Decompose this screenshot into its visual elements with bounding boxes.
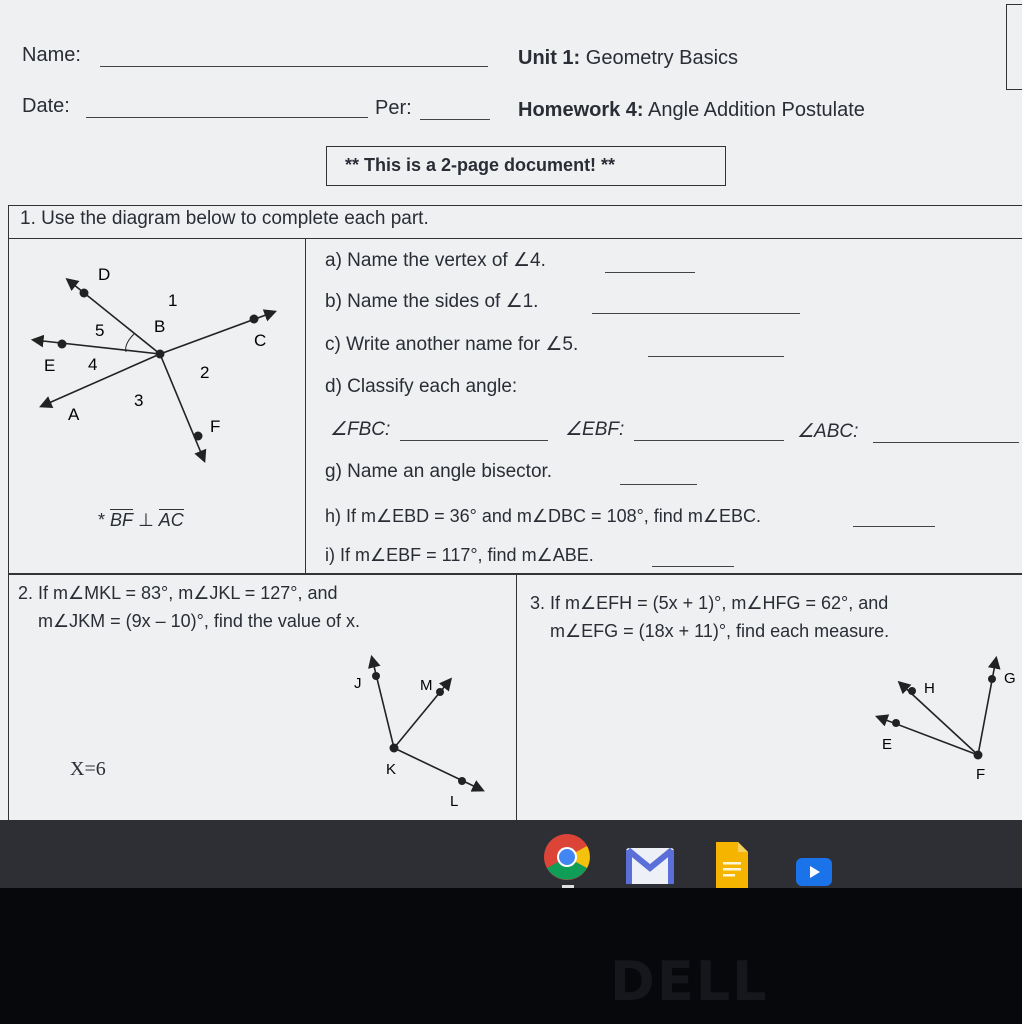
label-c: C — [254, 331, 267, 350]
notice-box — [326, 146, 726, 186]
label-e: E — [44, 356, 56, 375]
name-line — [100, 66, 488, 67]
label-m: M — [420, 677, 433, 694]
homework-title: Homework 4: Angle Addition Postulate — [518, 99, 865, 121]
point-e — [58, 340, 67, 349]
point-k — [390, 744, 399, 753]
label-j: J — [354, 675, 362, 692]
label-h: H — [924, 680, 935, 697]
corner-box — [1006, 4, 1022, 90]
q1-part-g: g) Name an angle bisector. — [325, 461, 553, 482]
per-label: Per: — [375, 97, 412, 119]
q3-line2: m∠EFG = (18x + 11)°, find each measure. — [550, 621, 890, 641]
label-l: L — [450, 793, 459, 810]
label-d: D — [98, 265, 111, 284]
laptop-bezel — [0, 888, 1022, 1024]
q2-left-border — [8, 573, 9, 820]
name-label: Name: — [22, 44, 81, 66]
unit-title: Unit 1: Geometry Basics — [518, 47, 739, 69]
gmail-icon[interactable] — [624, 846, 676, 886]
label-f: F — [210, 417, 221, 436]
q1-diagram — [20, 250, 300, 470]
answer-line-i[interactable] — [652, 566, 734, 567]
label-5: 5 — [95, 321, 105, 340]
q2-line1: 2. If m∠MKL = 83°, m∠JKL = 127°, and — [18, 583, 338, 603]
q1-column-divider — [305, 238, 306, 573]
label-4: 4 — [88, 355, 98, 374]
q2-answer: X=6 — [70, 758, 106, 780]
angle-abc-label: ∠ABC: — [797, 421, 859, 442]
q2-q3-divider — [516, 573, 517, 820]
label-b: B — [154, 317, 166, 336]
q3-line1: 3. If m∠EFH = (5x + 1)°, m∠HFG = 62°, and — [530, 593, 889, 613]
dell-logo: DELL — [610, 950, 769, 1013]
ray-fg — [978, 659, 996, 755]
ray-be — [34, 340, 160, 354]
google-docs-icon[interactable] — [714, 840, 750, 890]
label-3: 3 — [134, 391, 144, 410]
point-m — [436, 688, 444, 696]
answer-line-ebf[interactable] — [634, 440, 784, 441]
angle-ebf-label: ∠EBF: — [565, 419, 625, 440]
q1-part-c: c) Write another name for ∠5. — [325, 334, 579, 355]
chrome-icon[interactable] — [542, 832, 592, 882]
q3-diagram — [860, 655, 1020, 795]
label-f3: F — [976, 766, 986, 783]
label-a: A — [68, 405, 80, 424]
taskbar — [0, 820, 1022, 888]
angle-fbc-label: ∠FBC: — [330, 419, 391, 440]
date-label: Date: — [22, 95, 70, 117]
point-j — [372, 672, 380, 680]
q1-prompt: 1. Use the diagram below to complete each part. — [20, 208, 429, 229]
q2-line2: m∠JKM = (9x – 10)°, find the value of x. — [38, 611, 360, 631]
point-e3 — [892, 719, 900, 727]
q1-part-i: i) If m∠EBF = 117°, find m∠ABE. — [325, 545, 594, 565]
point-h — [908, 687, 916, 695]
label-1: 1 — [168, 291, 178, 310]
label-k: K — [386, 761, 397, 778]
point-f3 — [974, 751, 983, 760]
date-line — [86, 117, 368, 118]
answer-line-c[interactable] — [648, 356, 784, 357]
q2-diagram — [340, 650, 500, 810]
answer-line-b[interactable] — [592, 313, 800, 314]
angle-arc-5 — [126, 334, 134, 352]
q1-divider — [8, 238, 1022, 239]
answer-line-abc[interactable] — [873, 442, 1019, 443]
notice-text: ** This is a 2-page document! ** — [345, 155, 616, 175]
answer-line-h[interactable] — [853, 526, 935, 527]
point-l — [458, 777, 466, 785]
perpendicular-note: * BF ⊥ AC — [98, 510, 184, 530]
point-g — [988, 675, 996, 683]
answer-line-fbc[interactable] — [400, 440, 548, 441]
label-2: 2 — [200, 363, 210, 382]
ray-bf — [160, 354, 204, 460]
label-e3: E — [882, 736, 893, 753]
ray-kl — [394, 748, 482, 790]
point-c — [250, 315, 259, 324]
point-b — [156, 350, 165, 359]
q2-q3-top-border — [8, 573, 1022, 574]
q1-part-a: a) Name the vertex of ∠4. — [325, 250, 546, 271]
play-icon[interactable] — [794, 856, 834, 888]
point-f — [194, 432, 203, 441]
q1-part-h: h) If m∠EBD = 36° and m∠DBC = 108°, find m∠EBC. — [325, 506, 761, 526]
q1-part-d: d) Classify each angle: — [325, 376, 518, 397]
ray-kj — [372, 658, 394, 748]
per-line — [420, 119, 490, 120]
label-g: G — [1004, 670, 1016, 687]
point-d — [80, 289, 89, 298]
answer-line-a[interactable] — [605, 272, 695, 273]
answer-line-g[interactable] — [620, 484, 697, 485]
q1-part-b: b) Name the sides of ∠1. — [325, 291, 539, 312]
